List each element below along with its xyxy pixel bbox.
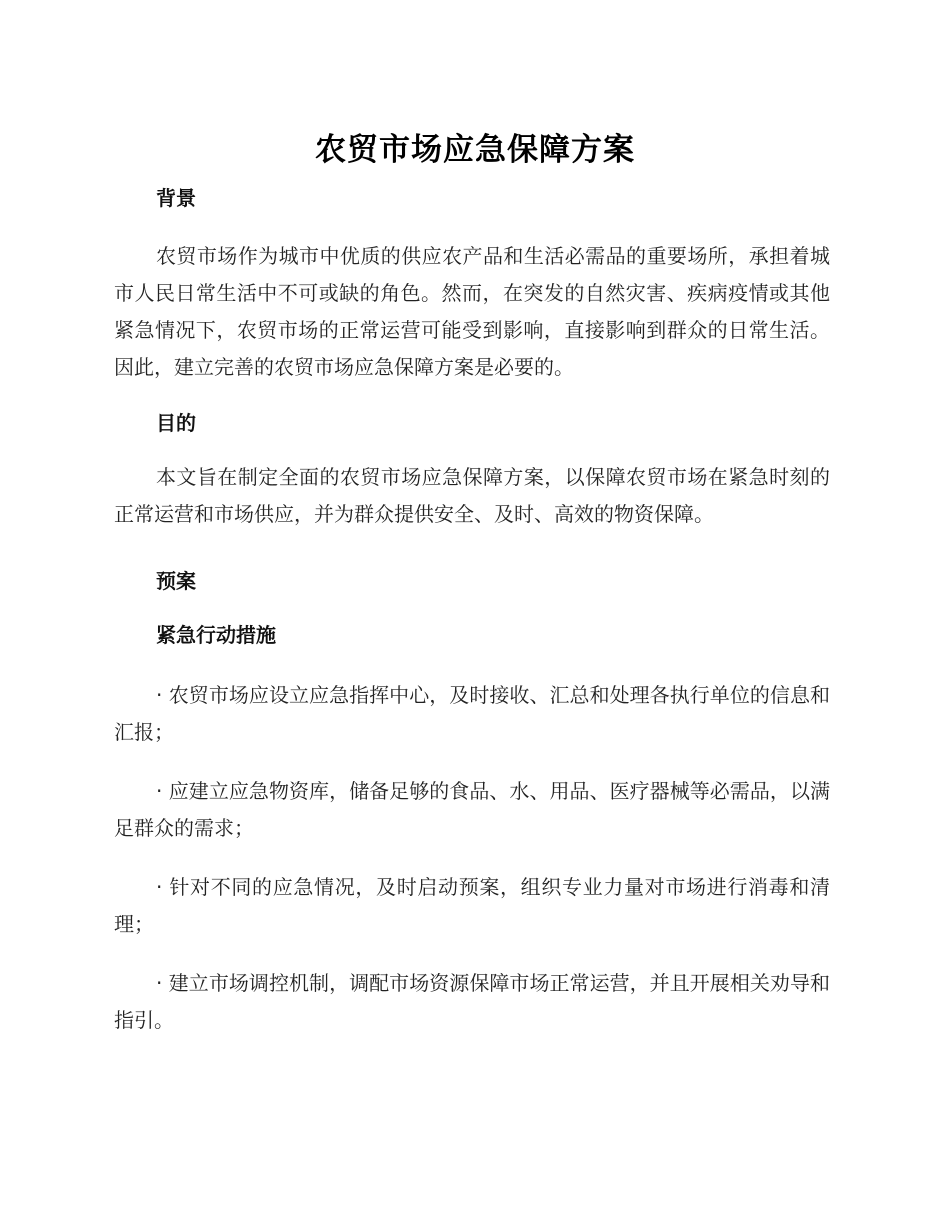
section-heading-purpose: 目的 [156, 411, 196, 435]
section-heading-measures: 紧急行动措施 [156, 623, 276, 647]
section-heading-plan: 预案 [156, 569, 196, 593]
measure-item-4: · 建立市场调控机制，调配市场资源保障市场正常运营，并且开展相关劝导和指引。 [114, 971, 830, 1032]
measure-item-3: · 针对不同的应急情况，及时启动预案，组织专业力量对市场进行消毒和清理； [114, 875, 830, 936]
section-heading-background: 背景 [156, 186, 196, 210]
document-title: 农贸市场应急保障方案 [315, 132, 635, 168]
measure-item-1: · 农贸市场应设立应急指挥中心，及时接收、汇总和处理各执行单位的信息和汇报； [114, 683, 830, 744]
measure-item-2: · 应建立应急物资库，储备足够的食品、水、用品、医疗器械等必需品，以满足群众的需求； [114, 779, 830, 840]
purpose-paragraph: 本文旨在制定全面的农贸市场应急保障方案，以保障农贸市场在紧急时刻的正常运营和市场供应，并为群众提供安全、及时、高效的物资保障。 [114, 465, 830, 526]
document-body [114, 178, 830, 1039]
background-paragraph: 农贸市场作为城市中优质的供应农产品和生活必需品的重要场所，承担着城市人民日常生活中不可或缺的角色。然而，在突发的自然灾害、疾病疫情或其他紧急情况下，农贸市场的正常运营可能受到影响，直接影响到群众的日常生活。因此，建立完善的农贸市场应急保障方案是必要的。 [114, 244, 830, 379]
